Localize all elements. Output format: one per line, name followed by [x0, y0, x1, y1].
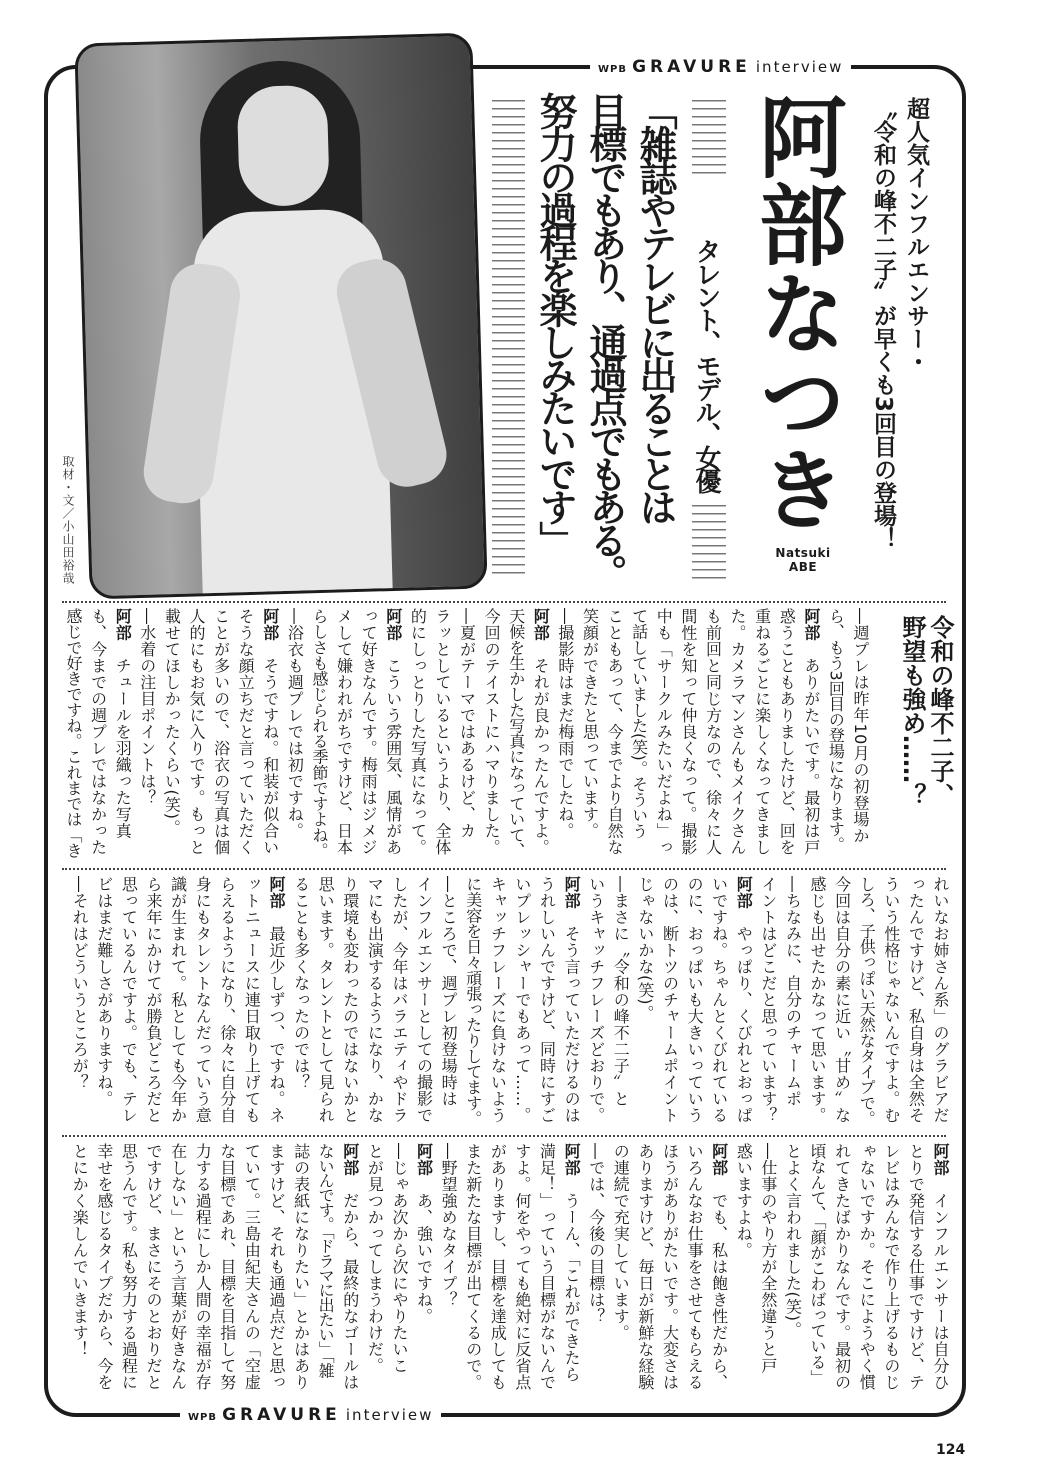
- column-text: ゃないですか。そこにようやく慣: [857, 1143, 877, 1391]
- column-text: そう言っていただけるのは: [562, 925, 582, 1124]
- column-text: がありますし、目標を達成しても: [488, 1143, 508, 1391]
- text-column: [337, 876, 362, 1132]
- column-text: とが見つかってしまうわけだ。: [365, 1143, 385, 1374]
- hatch-decoration: [492, 100, 525, 578]
- text-column: [331, 608, 356, 864]
- hatch-decoration: [692, 100, 726, 180]
- text-column: [780, 876, 805, 1132]
- text-column: [577, 608, 602, 864]
- series-interview: interview: [755, 58, 844, 76]
- column-text: いうキャッチフレーズどおりで。: [586, 876, 606, 1124]
- column-text: 在しない」という言葉が好きなん: [168, 1143, 188, 1391]
- column-text: ないんです。「ドラマに出たい」「雑: [316, 1143, 336, 1378]
- column-text: の連続で充実しています。: [611, 1143, 631, 1341]
- text-column: [91, 876, 116, 1132]
- column-text: とよく言われました(笑)。: [783, 1143, 803, 1338]
- quote-line: 目標でもあり、通過点でもある。: [583, 92, 627, 587]
- column-text: れてきたばかりなんです。最初の: [832, 1143, 852, 1391]
- text-column: [380, 608, 405, 864]
- text-column: [804, 1143, 829, 1399]
- text-column: [411, 1143, 436, 1399]
- column-text: ―まさに〝令和の峰不二子〟と: [611, 876, 631, 1107]
- quote-line: 「雑誌やテレビに出ることは: [633, 92, 677, 521]
- text-column: [306, 608, 331, 864]
- name-en-last: ABE: [788, 560, 818, 574]
- column-text: しろ、子供っぽい天然なタイプで。: [857, 876, 877, 1126]
- text-column: [411, 876, 436, 1132]
- column-text: マにも出演するようになり、かな: [365, 876, 385, 1124]
- speaker-label: 阿部: [266, 876, 286, 909]
- column-text: 思うんです。私も努力する過程に: [119, 1143, 139, 1391]
- column-text: あ、強いですね。: [414, 1192, 434, 1325]
- section-heading: [898, 615, 954, 807]
- column-text: 満足！」っていう目標がないんで: [537, 1143, 557, 1391]
- name-en-first: Natsuki: [775, 546, 831, 560]
- text-column: [485, 1143, 510, 1399]
- column-text: り環境も変わったのではないかと: [340, 876, 360, 1124]
- column-text: ットニュースに連日取り上げても: [242, 876, 262, 1124]
- series-gravure: GRAVURE: [632, 57, 751, 77]
- dotted-divider: [62, 1135, 946, 1137]
- column-text: ることも多くなったのでは？: [291, 876, 311, 1091]
- interviewee-name: 阿部なつき: [745, 92, 848, 532]
- text-column: [313, 876, 338, 1132]
- column-text: それが良かったんですよ。: [531, 657, 551, 856]
- column-text: ―じゃあ次から次にやりたいこ: [389, 1143, 409, 1374]
- text-column: [608, 1143, 633, 1399]
- column-text: た。カメラマンさんもメイクさん: [728, 608, 748, 856]
- text-column: [749, 608, 774, 864]
- role: タレント、モデル、女優: [691, 238, 721, 491]
- column-text: 誌の表紙になりたい」とかはあり: [291, 1143, 311, 1391]
- text-column: [460, 1143, 485, 1399]
- column-text: うれしいんですけど、同時にすご: [537, 876, 557, 1124]
- column-text: 思います。タレントとして見られ: [316, 876, 336, 1124]
- column-text: また新たな目標が出てくるので。: [463, 1143, 483, 1391]
- quote-line: 努力の過程を楽しみたいです」: [533, 92, 577, 554]
- column-text: こういう雰囲気、風情があ: [383, 657, 403, 856]
- text-column: [583, 1143, 608, 1399]
- text-column: [386, 876, 411, 1132]
- speaker-label: 阿部: [260, 608, 280, 641]
- text-column: [362, 876, 387, 1132]
- text-column: [675, 608, 700, 864]
- column-text: ―では、今後の目標は？: [586, 1143, 606, 1325]
- text-column: [854, 1143, 879, 1399]
- column-text: ―野望強めなタイプ？: [439, 1143, 459, 1308]
- text-column: [436, 876, 461, 1132]
- column-text: て話していました(笑)。そういう: [629, 608, 649, 839]
- text-column: [534, 876, 559, 1132]
- column-text: らしさも感じられる季節ですよね。: [309, 608, 329, 858]
- text-column: [485, 876, 510, 1132]
- text-column: [91, 1143, 116, 1399]
- text-column: [183, 608, 208, 864]
- text-column: [140, 876, 165, 1132]
- text-column: [657, 1143, 682, 1399]
- speaker-label: 阿部: [709, 1143, 729, 1176]
- kicker-line: 〝令和の峰不二子〟が早くも3回目の登場！: [870, 97, 896, 551]
- column-text: に美容を日々頑張ったりしてます。: [463, 876, 483, 1126]
- column-text: でも、私は飽き性だから、: [709, 1192, 729, 1391]
- column-text: ありますけど、毎日が新鮮な経験: [635, 1143, 655, 1391]
- column-text: 力する過程にしか人間の幸福が存: [193, 1143, 213, 1391]
- column-text: だから、最終的なゴールは: [340, 1192, 360, 1391]
- text-column: [67, 1143, 92, 1399]
- column-text: レビはみんなで作り上げるものじ: [881, 1143, 901, 1391]
- column-text: ―撮影時はまだ梅雨でしたね。: [555, 608, 575, 839]
- text-column: [288, 876, 313, 1132]
- text-column: [927, 876, 952, 1132]
- column-text: 思っているんですよ。でも、テレ: [119, 876, 139, 1124]
- column-text: 載せてほしかったくらい(笑)。: [162, 608, 182, 836]
- column-text: ら、もう3回目の登場になります。: [826, 608, 846, 853]
- speaker-label: 阿部: [414, 1143, 434, 1176]
- column-text: ていて。三島由紀夫さんの「空虚: [242, 1143, 262, 1391]
- column-text: 感じも出せたかなって思います。: [808, 876, 828, 1124]
- column-text: インフルエンサーとしての撮影で: [414, 876, 434, 1124]
- text-column: [903, 1143, 928, 1399]
- column-text: 識が生まれて。私としても今年か: [168, 876, 188, 1124]
- text-column: [731, 876, 756, 1132]
- text-column: [847, 608, 872, 864]
- text-column: [116, 1143, 141, 1399]
- text-column: [780, 1143, 805, 1399]
- column-text: インフルエンサーは自分ひ: [931, 1192, 950, 1391]
- series-wpb: WPB: [598, 64, 627, 75]
- column-text: イントはどこだと思っています？: [758, 876, 778, 1124]
- column-text: そうな顔立ちだと言っていただく: [236, 608, 256, 856]
- column-text: ―ちなみに、自分のチャームポ: [783, 876, 803, 1107]
- text-column: [429, 608, 454, 864]
- column-text: 笑顔ができたと思っています。: [580, 608, 600, 839]
- text-column: [165, 1143, 190, 1399]
- column-text: ですけど、まさにそのとおりだと: [144, 1143, 163, 1391]
- text-column: [110, 608, 135, 864]
- text-column: [165, 876, 190, 1132]
- text-column: [724, 608, 749, 864]
- speaker-label: 阿部: [562, 1143, 582, 1176]
- text-column: [313, 1143, 338, 1399]
- column-text: ら来年にかけてが勝負どころだと: [144, 876, 163, 1124]
- text-column: [190, 876, 215, 1132]
- column-text: らえるようになり、徐々に自分自: [217, 876, 237, 1124]
- text-column: [116, 876, 141, 1132]
- column-text: いろんなお仕事をさせてもらえる: [685, 1143, 705, 1391]
- text-column: [460, 876, 485, 1132]
- column-text: したが、今年はバラエティやドラ: [389, 876, 409, 1124]
- credit: 取材・文／小山田裕哉: [61, 455, 75, 585]
- column-text: メして嫌われがちですけど、日本: [334, 608, 354, 856]
- text-column: [601, 608, 626, 864]
- text-column: [454, 608, 479, 864]
- column-text: 今回は自分の素に近い〝甘め〟な: [832, 876, 852, 1124]
- text-column: [257, 608, 282, 864]
- column-text: のに、おっぱいも大きいっていう: [685, 876, 705, 1124]
- column-text: そうですね。和装が似合い: [260, 657, 280, 856]
- speaker-label: 阿部: [531, 608, 551, 641]
- text-column: [755, 876, 780, 1132]
- speaker-label: 阿部: [113, 608, 133, 641]
- speaker-label: 阿部: [801, 608, 821, 641]
- text-column: [190, 1143, 215, 1399]
- text-column: [263, 1143, 288, 1399]
- text-column: [681, 1143, 706, 1399]
- text-column: [681, 876, 706, 1132]
- column-text: ―それはどういうところが？: [70, 876, 90, 1091]
- speaker-label: 阿部: [562, 876, 582, 909]
- text-column: [534, 1143, 559, 1399]
- text-column: [134, 608, 159, 864]
- text-column: [657, 876, 682, 1132]
- column-text: ったんですけど、私自身は全然そ: [906, 876, 926, 1124]
- heading-line: 令和の峰不二子、: [926, 615, 954, 807]
- text-column: [731, 1143, 756, 1399]
- text-column: [288, 1143, 313, 1399]
- text-column: [559, 1143, 584, 1399]
- text-column: [804, 876, 829, 1132]
- text-column: [700, 608, 725, 864]
- column-text: チュールを羽織った写真: [113, 657, 133, 839]
- column-text: いですね。ちゃんとくびれている: [709, 876, 729, 1124]
- column-text: ラッとしているというより、全体: [432, 608, 452, 856]
- text-column: [755, 1143, 780, 1399]
- column-text: ビはまだ難しさがありますね。: [94, 876, 114, 1107]
- column-text: 惑いますよね。: [734, 1143, 754, 1259]
- text-column: [503, 608, 528, 864]
- text-column: [159, 608, 184, 864]
- text-column: [362, 1143, 387, 1399]
- text-column: [356, 608, 381, 864]
- series-gravure: GRAVURE: [222, 1405, 341, 1425]
- text-column: [263, 876, 288, 1132]
- column-text: 惑うこともありましたけど、回を: [777, 608, 797, 856]
- article-body-section-1: [60, 608, 872, 864]
- column-text: 感じで好きですね。これまでは「き: [64, 608, 83, 858]
- text-column: [282, 608, 307, 864]
- column-text: ―浴衣も週プレでは初ですね。: [285, 608, 305, 839]
- kicker: [866, 97, 932, 550]
- text-column: [583, 876, 608, 1132]
- text-column: [67, 876, 92, 1132]
- kicker-line: 超人気インフルエンサー・: [903, 97, 929, 373]
- text-column: [903, 876, 928, 1132]
- page-number: 124: [936, 1442, 966, 1458]
- speaker-label: 阿部: [340, 1143, 360, 1176]
- text-column: [774, 608, 799, 864]
- column-text: 的にしっとりした写真になって。: [408, 608, 428, 856]
- text-column: [854, 876, 879, 1132]
- series-wpb: WPB: [188, 1412, 217, 1423]
- column-text: って好きなんです。梅雨はジメジ: [359, 608, 379, 856]
- column-text: れいなお姉さん系」のグラビアだ: [931, 876, 950, 1124]
- column-text: ういう性格じゃないんですよ。む: [881, 876, 901, 1124]
- column-text: ―仕事のやり方が全然違うと戸: [758, 1143, 778, 1374]
- text-column: [233, 608, 258, 864]
- series-interview: interview: [345, 1406, 434, 1424]
- column-text: やっぱり、くびれとおっぱ: [734, 925, 754, 1124]
- column-text: 今回のテイストにハマりました。: [482, 608, 502, 856]
- text-column: [140, 1143, 165, 1399]
- series-label-bottom: [180, 1405, 441, 1428]
- text-column: [651, 608, 676, 864]
- heading-line: 野望も強め……？: [898, 615, 926, 807]
- column-text: ほうがありがたいです。大変さは: [660, 1143, 680, 1391]
- text-column: [509, 876, 534, 1132]
- text-column: [632, 1143, 657, 1399]
- text-column: [706, 1143, 731, 1399]
- column-text: ことが多いので、浴衣の写真は個: [211, 608, 231, 856]
- column-text: 間性を知って仲良くなって。撮影: [678, 608, 698, 856]
- column-text: 最近少しずつ、ですね。ネ: [266, 925, 286, 1124]
- text-column: [386, 1143, 411, 1399]
- text-column: [479, 608, 504, 864]
- text-column: [798, 608, 823, 864]
- column-text: のは、断トツのチャームポイント: [660, 876, 680, 1124]
- column-text: ―夏がテーマではあるけど、カ: [457, 608, 477, 839]
- column-text: ますけど、それも通過点だと思っ: [266, 1143, 286, 1391]
- dotted-divider: [62, 868, 946, 870]
- article-body-section-3: [67, 1143, 952, 1399]
- column-text: も前回と同じ方なので、徐々に人: [703, 608, 723, 856]
- text-column: [823, 608, 848, 864]
- portrait-photo: [74, 33, 487, 600]
- text-column: [706, 876, 731, 1132]
- column-text: いプレッシャーでもあって……。: [512, 876, 532, 1124]
- column-text: じゃないかな(笑)。: [635, 876, 655, 1022]
- column-text: ―週プレは昨年10月の初登場か: [851, 608, 870, 844]
- text-column: [559, 876, 584, 1132]
- text-column: [208, 608, 233, 864]
- text-column: [436, 1143, 461, 1399]
- dotted-divider: [62, 601, 946, 603]
- column-text: 重ねるごとに楽しくなってきまし: [752, 608, 772, 856]
- text-column: [239, 876, 264, 1132]
- text-column: [632, 876, 657, 1132]
- text-column: [405, 608, 430, 864]
- column-text: 天候を生かした写真になっていて、: [506, 608, 526, 858]
- photo-face: [237, 85, 330, 207]
- article-body-section-2: [67, 876, 952, 1132]
- headline-quote: [530, 92, 680, 587]
- text-column: [829, 876, 854, 1132]
- speaker-label: 阿部: [383, 608, 403, 641]
- column-text: キャッチフレーズに負けないよう: [488, 876, 508, 1124]
- column-text: うーん、「これができたら: [562, 1192, 582, 1383]
- text-column: [60, 608, 85, 864]
- column-text: 身にもタレントなんだっていう意: [193, 876, 213, 1124]
- text-column: [509, 1143, 534, 1399]
- text-column: [337, 1143, 362, 1399]
- column-text: ―ところで、週プレ初登場時は: [439, 876, 459, 1107]
- text-column: [829, 1143, 854, 1399]
- text-column: [626, 608, 651, 864]
- column-text: な目標であれ、目標を目指して努: [217, 1143, 237, 1391]
- speaker-label: 阿部: [931, 1143, 950, 1176]
- column-text: 人的にもお気に入りです。もっと: [186, 608, 206, 856]
- text-column: [85, 608, 110, 864]
- interviewee-name-en: [768, 546, 838, 574]
- text-column: [927, 1143, 952, 1399]
- column-text: 頃なんて、「顔がこわばっている」: [808, 1143, 828, 1385]
- column-text: 中も「サークルみたいだよね」っ: [654, 608, 674, 856]
- column-text: とりで発信する仕事ですけど、テ: [906, 1143, 926, 1391]
- column-text: ありがたいです。最初は戸: [801, 657, 821, 856]
- text-column: [214, 1143, 239, 1399]
- text-column: [878, 876, 903, 1132]
- column-text: も、今までの週プレではなかった: [88, 608, 108, 856]
- text-column: [552, 608, 577, 864]
- text-column: [878, 1143, 903, 1399]
- column-text: ―水着の注目ポイントは？: [137, 608, 157, 806]
- column-text: こともあって、今までより自然な: [605, 608, 625, 856]
- column-text: とにかく楽しんでいきます！: [70, 1143, 90, 1358]
- speaker-label: 阿部: [734, 876, 754, 909]
- text-column: [214, 876, 239, 1132]
- text-column: [239, 1143, 264, 1399]
- text-column: [608, 876, 633, 1132]
- hatch-decoration: [692, 505, 726, 580]
- column-text: すよ。何をやっても絶対に反省点: [512, 1143, 532, 1391]
- text-column: [528, 608, 553, 864]
- column-text: 幸せを感じるタイプだから、今を: [94, 1143, 114, 1391]
- series-label-top: [590, 57, 851, 80]
